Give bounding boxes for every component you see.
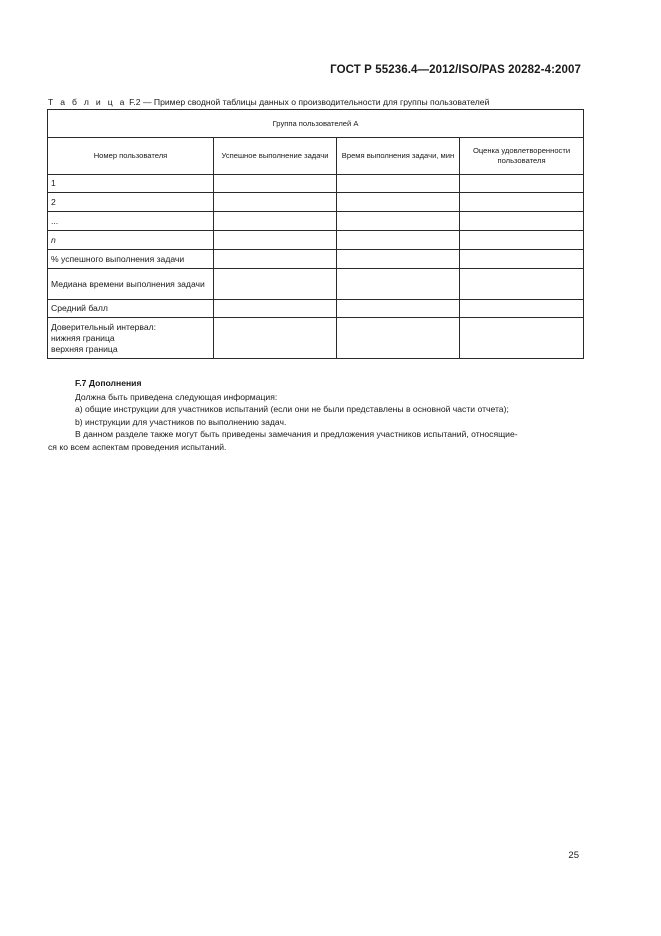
table-row <box>48 231 584 250</box>
table-row <box>48 300 584 318</box>
row-label-average-score: Средний балл <box>48 300 214 318</box>
table-caption-text: F.2 — Пример сводной таблицы данных о производительности для группы пользователей <box>129 97 490 107</box>
table-cell <box>460 250 584 269</box>
table-cell <box>214 300 337 318</box>
table-caption-prefix: Т а б л и ц а <box>48 97 127 107</box>
table-cell <box>214 231 337 250</box>
table-cell <box>460 300 584 318</box>
table-cell <box>337 250 460 269</box>
column-header-task-time: Время выполнения задачи, мин <box>337 138 460 175</box>
table-cell <box>460 193 584 212</box>
list-item: a) общие инструкции для участников испытаний (если они не были представлены в основной части отчета); <box>75 404 509 415</box>
table-cell <box>337 269 460 300</box>
row-label-confidence-interval <box>48 318 214 359</box>
table-cell <box>460 318 584 359</box>
row-label-user-2: 2 <box>48 193 214 212</box>
row-label-success-rate: % успешного выполнения задачи <box>48 250 214 269</box>
row-label-user-1: 1 <box>48 175 214 193</box>
section-intro: Должна быть приведена следующая информация: <box>75 391 278 402</box>
table-cell <box>214 250 337 269</box>
table-row <box>48 318 584 359</box>
table-group-header-row <box>48 110 584 138</box>
upper-bound-label: верхняя граница <box>51 343 118 354</box>
table-cell <box>337 212 460 231</box>
table-row <box>48 193 584 212</box>
page-number: 25 <box>568 850 579 861</box>
lower-bound-label: нижняя граница <box>51 332 115 343</box>
section-note-line-1: В данном разделе также могут быть приведены замечания и предложения участников испытаний, относящие- <box>75 429 518 440</box>
table-cell <box>337 318 460 359</box>
confidence-interval-title: Доверительный интервал: <box>51 321 157 332</box>
table-column-header-row <box>48 138 584 175</box>
table-row <box>48 175 584 193</box>
table-cell <box>214 269 337 300</box>
table-cell <box>460 231 584 250</box>
row-label-user-n: n <box>48 231 214 250</box>
table-cell <box>460 212 584 231</box>
column-header-satisfaction: Оценка удовлетворенности пользователя <box>460 138 584 175</box>
table-cell <box>337 193 460 212</box>
table-cell <box>337 300 460 318</box>
table-cell <box>337 175 460 193</box>
table-cell <box>214 193 337 212</box>
row-label-median-time: Медиана времени выполнения задачи <box>48 269 214 300</box>
list-item: b) инструкции для участников по выполнению задач. <box>75 416 287 427</box>
table-row <box>48 269 584 300</box>
section-title: F.7 Дополнения <box>75 378 142 388</box>
table-row <box>48 250 584 269</box>
table-cell <box>337 231 460 250</box>
table-cell <box>460 175 584 193</box>
table-row <box>48 212 584 231</box>
column-header-user-number: Номер пользователя <box>48 138 214 175</box>
document-header: ГОСТ Р 55236.4—2012/ISO/PAS 20282-4:2007 <box>330 64 581 76</box>
row-label-ellipsis: ... <box>48 212 214 231</box>
table-cell <box>214 175 337 193</box>
section-note-line-2: ся ко всем аспектам проведения испытаний. <box>48 441 227 452</box>
table-cell <box>214 318 337 359</box>
performance-summary-table <box>47 109 584 359</box>
appendix-section <box>48 377 593 454</box>
column-header-task-success: Успешное выполнение задачи <box>214 138 337 175</box>
table-cell <box>460 269 584 300</box>
group-header: Группа пользователей A <box>48 110 584 138</box>
table-cell <box>214 212 337 231</box>
table-caption <box>48 97 588 107</box>
